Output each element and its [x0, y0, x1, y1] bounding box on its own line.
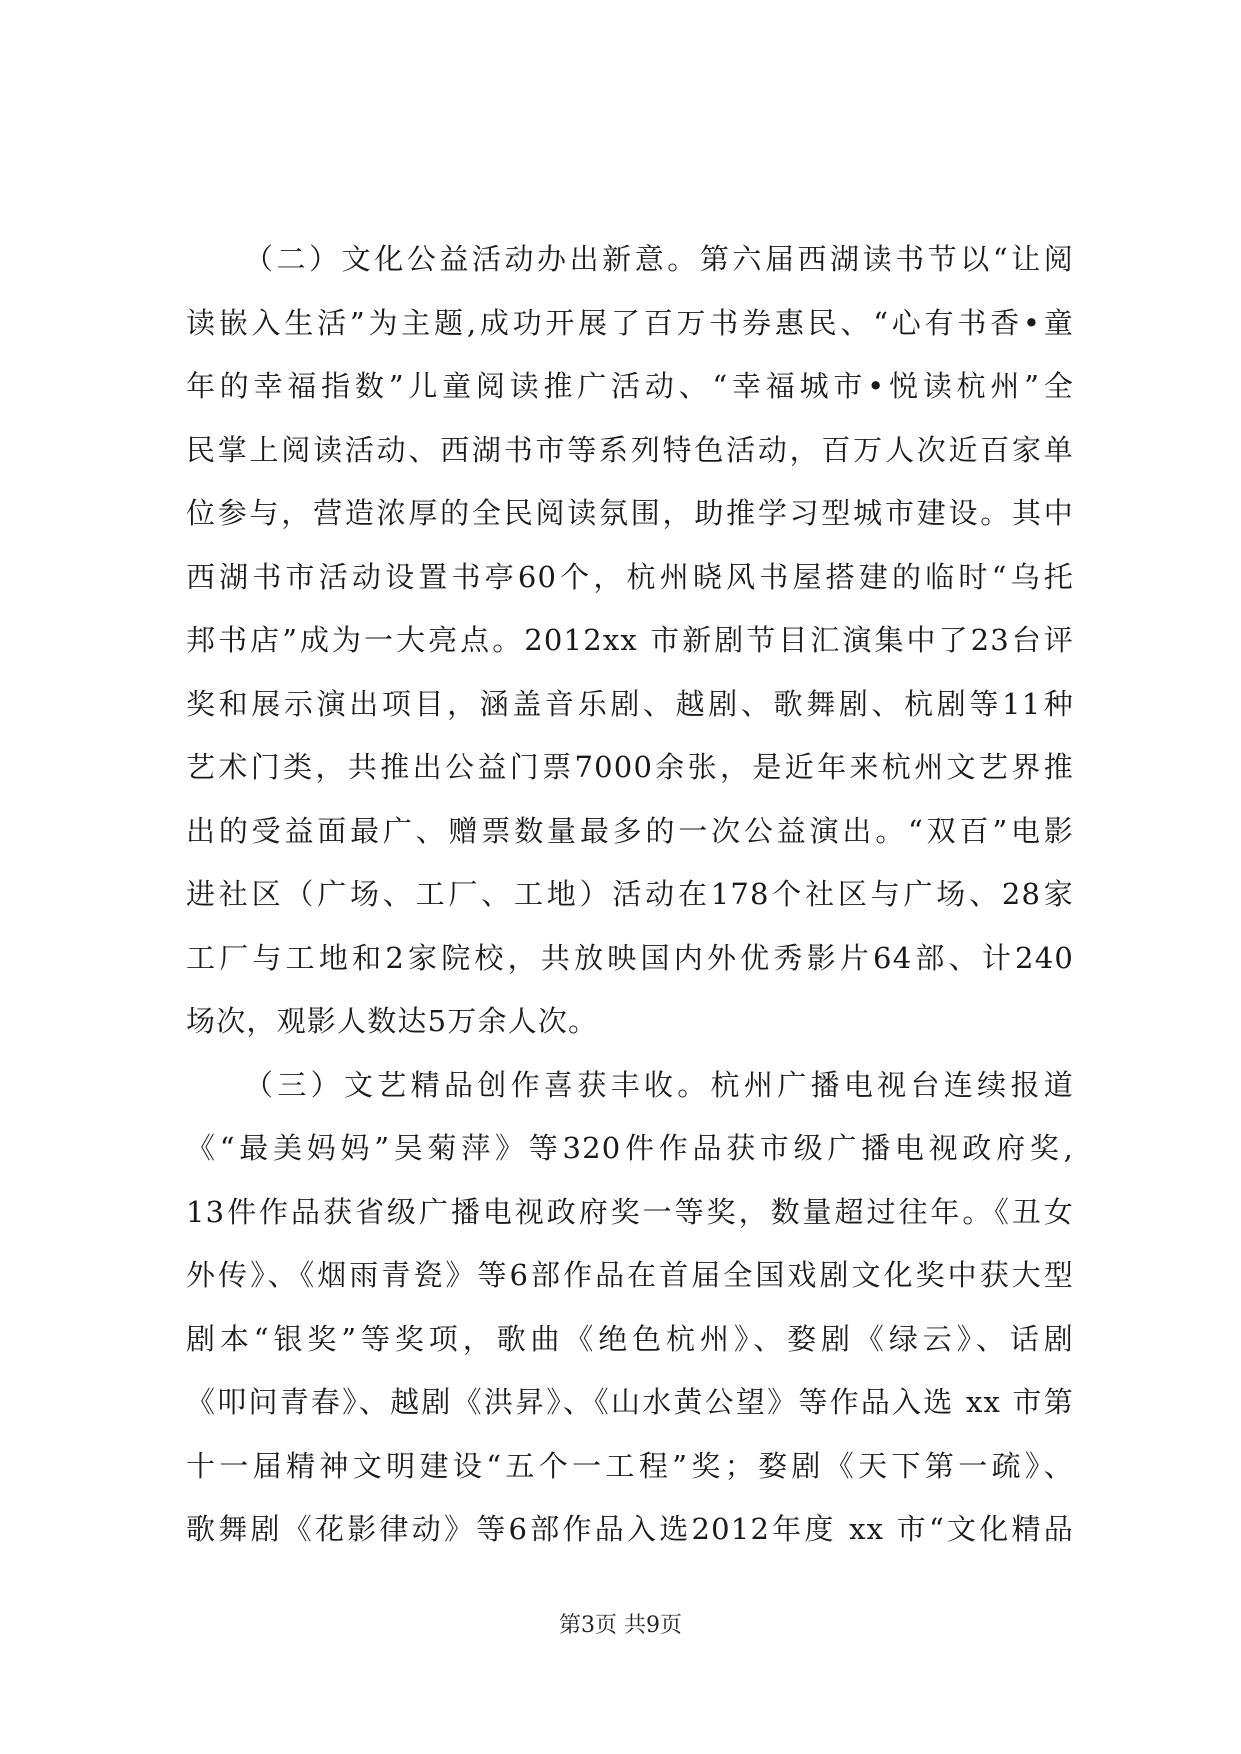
- paragraph-1-line-4: 民掌上阅读活动、西湖书市等系列特色活动，百万人次近百家单: [186, 432, 1074, 467]
- paragraph-1-line-7: 邦书店”成为一大亮点。2012xx 市新剧节目汇演集中了23台评: [186, 623, 1074, 657]
- paragraph-2-line-7: 十一届精神文明建设“五个一工程”奖；婺剧《天下第一疏》、: [186, 1448, 1074, 1483]
- paragraph-1-line-8: 奖和展示演出项目，涵盖音乐剧、越剧、歌舞剧、杭剧等11种: [186, 686, 1074, 721]
- paragraph-1-line-5: 位参与，营造浓厚的全民阅读氛围，助推学习型城市建设。其中: [186, 496, 1074, 530]
- paragraph-2-line-4: 外传》、《烟雨青瓷》等6部作品在首届全国戏剧文化奖中获大型: [186, 1258, 1074, 1292]
- paragraph-2-line-5: 剧本“银奖”等奖项，歌曲《绝色杭州》、婺剧《绿云》、话剧: [186, 1321, 1074, 1356]
- paragraph-2-line-2: 《“最美妈妈”吴菊萍》等320件作品获市级广播电视政府奖,: [186, 1131, 1074, 1165]
- paragraph-1-line-3: 年的幸福指数”儿童阅读推广活动、“幸福城市•悦读杭州”全: [186, 369, 1074, 403]
- page-number-footer: 第3页 共9页: [559, 1613, 682, 1638]
- paragraph-1-line-1: （二）文化公益活动办出新意。第六届西湖读书节以“让阅: [244, 242, 1074, 276]
- paragraph-1-line-11: 进社区（广场、工厂、工地）活动在178个社区与广场、28家: [186, 877, 1074, 911]
- paragraph-1-line-2: 读嵌入生活”为主题,成功开展了百万书券惠民、“心有书香•童: [186, 305, 1074, 340]
- paragraph-2-line-1: （三）文艺精品创作喜获丰收。杭州广播电视台连续报道: [244, 1067, 1074, 1102]
- paragraph-1-line-12: 工厂与工地和2家院校，共放映国内外优秀影片64部、计240: [186, 940, 1074, 975]
- paragraph-2-line-3: 13件作品获省级广播电视政府奖一等奖，数量超过往年。《丑女: [186, 1194, 1074, 1229]
- paragraph-2-line-6: 《叩问青春》、越剧《洪昇》、《山水黄公望》等作品入选 xx 市第: [186, 1385, 1074, 1419]
- body-text: [186, 228, 1074, 1562]
- paragraph-1-line-13: 场次，观影人数达5万余人次。: [186, 1004, 599, 1038]
- paragraph-1-line-6: 西湖书市活动设置书亭60个，杭州晓风书屋搭建的临时“乌托: [186, 559, 1074, 594]
- paragraph-1-line-9: 艺术门类，共推出公益门票7000余张，是近年来杭州文艺界推: [186, 750, 1074, 784]
- paragraph-2-line-8: 歌舞剧《花影律动》等6部作品入选2012年度 xx 市“文化精品: [186, 1512, 1074, 1546]
- paragraph-1-line-10: 出的受益面最广、赠票数量最多的一次公益演出。“双百”电影: [186, 813, 1074, 848]
